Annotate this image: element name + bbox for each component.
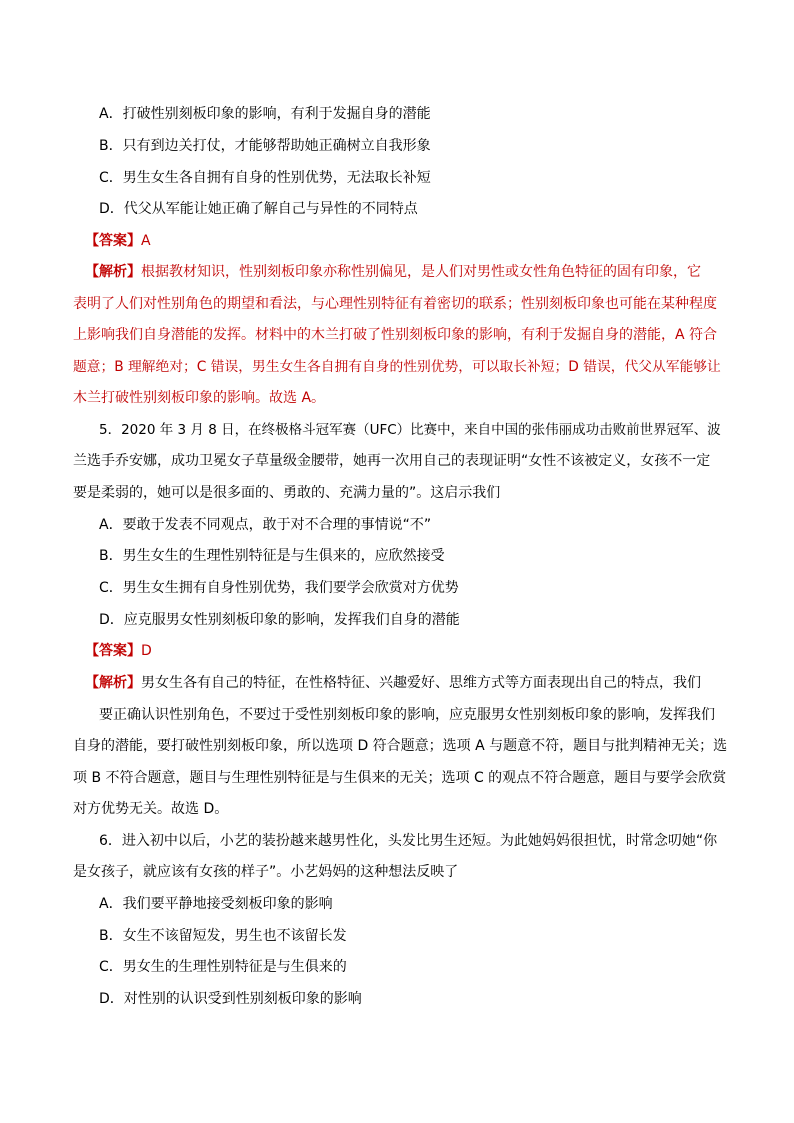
q5-option-c: C．男生女生拥有自身性别优势，我们要学会欣赏对方优势	[99, 580, 459, 596]
q5-stem-line-1: 5．2020 年 3 月 8 日，在终极格斗冠军赛（UFC）比赛中，来自中国的张伟丽成功击败前世界冠军、波	[99, 422, 721, 438]
q5-analysis-line-2: 要正确认识性别角色，不要过于受性别刻板印象的影响，应克服男女性别刻板印象的影响，发挥我们	[99, 707, 715, 723]
q5-option-a: A．要敢于发表不同观点，敢于对不合理的事情说“不”	[99, 517, 432, 533]
q6-option-a: A．我们要平静地接受刻板印象的影响	[99, 896, 333, 912]
q5-answer-value: D	[141, 643, 152, 659]
q4-answer-label: 【答案】	[85, 233, 141, 249]
q5-stem-line-2: 兰选手乔安娜，成功卫冕女子草量级金腰带，她再一次用自己的表现证明“女性不该被定义，女孩不一定	[73, 453, 711, 469]
q5-answer	[85, 641, 152, 661]
q5-analysis-line-1	[85, 673, 701, 693]
q5-analysis-label: 【解析】	[85, 675, 141, 691]
q5-analysis-text-1: 男女生各有自己的特征，在性格特征、兴趣爱好、思维方式等方面表现出自己的特点，我们	[141, 675, 701, 691]
q5-analysis-line-5: 对方优势无关。故选 D。	[73, 801, 229, 817]
q4-analysis-label: 【解析】	[85, 264, 141, 280]
q5-option-d: D．应克服男女性别刻板印象的影响，发挥我们自身的潜能	[99, 612, 460, 628]
q4-answer	[85, 231, 151, 251]
q4-answer-value: A	[141, 233, 151, 249]
q4-analysis-text-1: 根据教材知识，性别刻板印象亦称性别偏见，是人们对男性或女性角色特征的固有印象，它	[141, 264, 701, 280]
q4-analysis-line-3: 上影响我们自身潜能的发挥。材料中的木兰打破了性别刻板印象的影响，有利于发掘自身的潜能，A 符合	[73, 327, 718, 343]
q4-option-d: D．代父从军能让她正确了解自己与异性的不同特点	[99, 201, 418, 217]
q5-stem-line-3: 要是柔弱的，她可以是很多面的、勇敢的、充满力量的”。这启示我们	[73, 485, 501, 501]
q4-option-a: A．打破性别刻板印象的影响，有利于发掘自身的潜能	[99, 106, 431, 122]
q5-analysis-line-4: 项 B 不符合题意，题目与生理性别特征是与生俱来的无关；选项 C 的观点不符合题意，题目与要学会欣赏	[73, 770, 727, 786]
q5-option-b: B．男生女生的生理性别特征是与生俱来的，应欣然接受	[99, 548, 445, 564]
q4-analysis-line-1	[85, 262, 701, 282]
q4-option-c: C．男生女生各自拥有自身的性别优势，无法取长补短	[99, 170, 431, 186]
q6-option-b: B．女生不该留短发，男生也不该留长发	[99, 928, 347, 944]
q5-analysis-line-3: 自身的潜能，要打破性别刻板印象，所以选项 D 符合题意；选项 A 与题意不符，题目与批判精神无关；选	[73, 738, 728, 754]
q6-option-d: D．对性别的认识受到性别刻板印象的影响	[99, 991, 362, 1007]
q4-analysis-line-4: 题意；B 理解绝对；C 错误，男生女生各自拥有自身的性别优势，可以取长补短；D 错误，代父从军能够让	[73, 359, 721, 375]
q6-option-c: C．男女生的生理性别特征是与生俱来的	[99, 959, 347, 975]
q4-analysis-line-5: 木兰打破性别刻板印象的影响。故选 A。	[73, 390, 326, 406]
q4-analysis-line-2: 表明了人们对性别角色的期望和看法，与心理性别特征有着密切的联系；性别刻板印象也可能在某种程度	[73, 296, 717, 312]
q4-option-b: B．只有到边关打仗，才能够帮助她正确树立自我形象	[99, 138, 431, 154]
q6-stem-line-1: 6．进入初中以后，小艺的装扮越来越男性化，头发比男生还短。为此她妈妈很担忧，时常念叨她“你	[99, 833, 718, 849]
q5-answer-label: 【答案】	[85, 643, 141, 659]
q6-stem-line-2: 是女孩子，就应该有女孩的样子”。小艺妈妈的这种想法反映了	[73, 864, 459, 880]
